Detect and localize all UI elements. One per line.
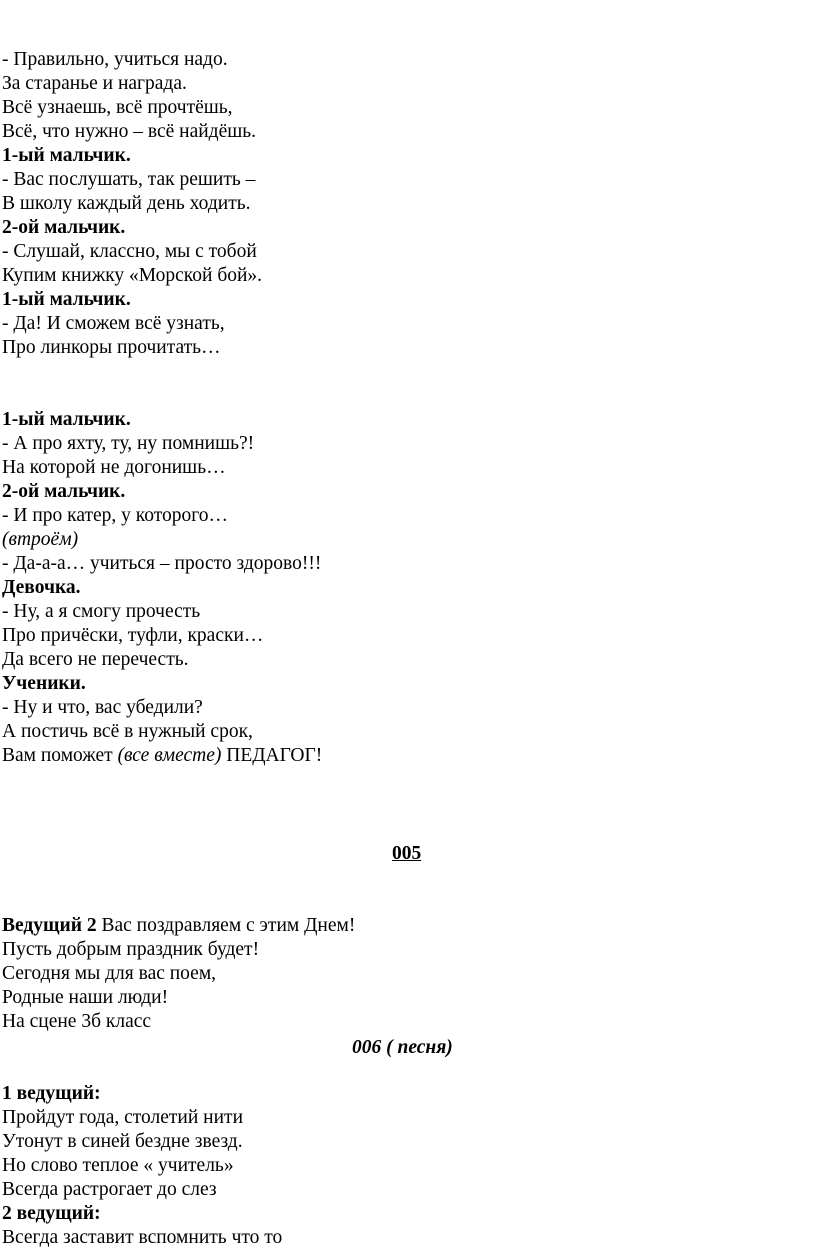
speaker-label: 2-ой мальчик. [2,217,126,238]
verse-line: Родные наши люди! [2,987,169,1008]
verse-line: Про линкоры прочитать… [2,337,221,358]
verse-line: Но слово теплое « учитель» [2,1155,234,1176]
verse-line: Всё узнаешь, всё прочтёшь, [2,97,233,118]
stage-direction: (втроём) [2,529,79,550]
speaker-label: 1-ый мальчик. [2,145,131,166]
speaker-label: Ведущий 2 [2,915,97,936]
verse-line: - Правильно, учиться надо. [2,49,228,70]
speaker-label: 2-ой мальчик. [2,481,126,502]
verse-line: - Ну, а я смогу прочесть [2,601,201,622]
speaker-label: 1-ый мальчик. [2,289,131,310]
cue-number: 005 [392,843,422,864]
verse-line: - Да-а-а… учиться – просто здорово!!! [2,553,322,574]
verse-text: Вам поможет [2,745,118,766]
verse-line: За старанье и награда. [2,73,187,94]
verse-line [2,744,322,768]
speaker-label: Ученики. [2,673,86,694]
verse-line: А постичь всё в нужный срок, [2,721,253,742]
verse-line: Пройдут года, столетий нити [2,1107,244,1128]
speaker-label: 1 ведущий: [2,1083,101,1104]
verse-line: - Ну и что, вас убедили? [2,697,203,718]
verse-line: - Слушай, классно, мы с тобой [2,241,257,262]
stage-direction: (все вместе) [117,745,222,766]
verse-line: Да всего не перечесть. [2,649,189,670]
verse-text: Вас поздравляем с этим Днем! [96,915,356,936]
speaker-label: Девочка. [2,577,81,598]
verse-line: В школу каждый день ходить. [2,193,251,214]
verse-line [2,914,355,938]
verse-line: На сцене 3б класс [2,1011,152,1032]
verse-line: Всё, что нужно – всё найдёшь. [2,121,257,142]
verse-line: - А про яхту, ту, ну помнишь?! [2,433,255,454]
verse-line: - Вас послушать, так решить – [2,169,256,190]
verse-line: Всегда растрогает до слез [2,1179,217,1200]
verse-line: Пусть добрым праздник будет! [2,939,260,960]
verse-line: Сегодня мы для вас поем, [2,963,217,984]
cue-number: 006 ( песня) [352,1037,453,1058]
verse-line: Про причёски, туфли, краски… [2,625,264,646]
verse-line: - Да! И сможем всё узнать, [2,313,225,334]
verse-line: Утонут в синей бездне звезд. [2,1131,243,1152]
verse-line: - И про катер, у которого… [2,505,229,526]
verse-line: Купим книжку «Морской бой». [2,265,263,286]
verse-line: На которой не догонишь… [2,457,226,478]
speaker-label: 1-ый мальчик. [2,409,131,430]
verse-line: Всегда заставит вспомнить что то [2,1227,283,1248]
speaker-label: 2 ведущий: [2,1203,101,1224]
verse-text: ПЕДАГОГ! [221,745,323,766]
